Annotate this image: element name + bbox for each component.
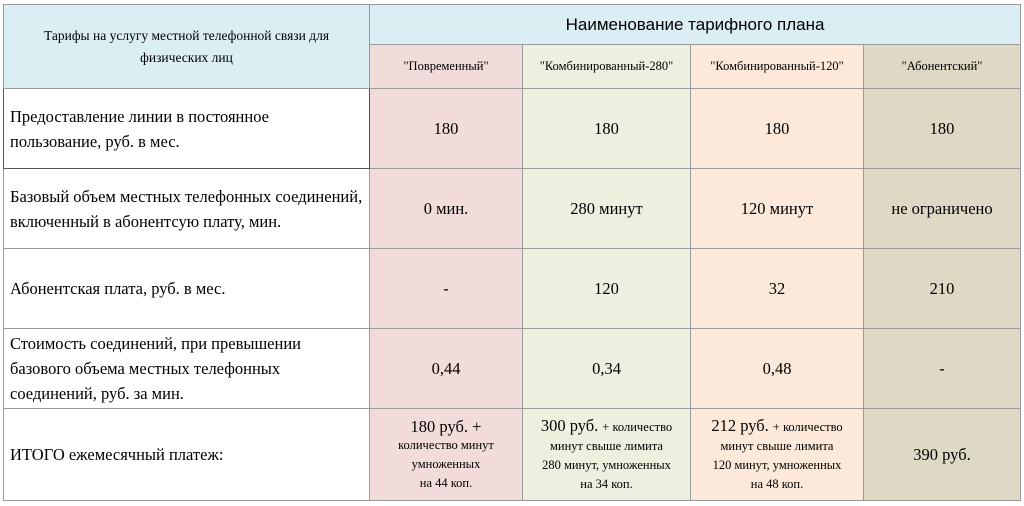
row-label-subscription-fee: Абонентская плата, руб. в мес. xyxy=(4,249,370,329)
total-cell-povremenny xyxy=(370,409,523,501)
total-cell-abonentsky xyxy=(864,409,1021,501)
total-note-line: минут свыше лимита xyxy=(550,438,663,453)
total-note-line: количество минут xyxy=(398,437,494,452)
total-note-line: умноженных xyxy=(411,456,481,471)
plan-name-kombinirovanny-280: "Комбинированный-280" xyxy=(523,45,691,89)
total-note-line: минут свыше лимита xyxy=(720,438,834,453)
total-amount: 390 руб. xyxy=(913,445,971,464)
table-row xyxy=(4,89,1021,169)
row-label-total: ИТОГО ежемесячный платеж: xyxy=(4,409,370,501)
total-note-line: 120 минут, умноженных xyxy=(712,457,842,472)
row-label-line-rental: Предоставление линии в постоянное пользование, руб. в мес. xyxy=(4,89,370,169)
table-cell: не ограничено xyxy=(864,169,1021,249)
table-cell: 0,48 xyxy=(691,329,864,409)
table-cell: 32 xyxy=(691,249,864,329)
table-cell: 210 xyxy=(864,249,1021,329)
table-cell: 180 xyxy=(523,89,691,169)
table-row xyxy=(4,169,1021,249)
total-note-line: на 34 коп. xyxy=(580,476,633,491)
table-cell: 180 xyxy=(370,89,523,169)
total-cell-kombinirovanny-280 xyxy=(523,409,691,501)
total-amount: 180 руб. + xyxy=(410,416,482,436)
total-note-line: + количество xyxy=(602,419,673,434)
total-note-line: 280 минут, умноженных xyxy=(542,457,671,472)
table-cell: - xyxy=(864,329,1021,409)
total-note-line: на 48 коп. xyxy=(750,476,804,491)
table-row xyxy=(4,329,1021,409)
table-corner-title: Тарифы на услугу местной телефонной связи для физических лиц xyxy=(4,5,370,89)
table-cell: 180 xyxy=(691,89,864,169)
table-row xyxy=(4,249,1021,329)
row-label-base-volume: Базовый объем местных телефонных соединений, включенный в абонентсую плату, мин. xyxy=(4,169,370,249)
table-cell: - xyxy=(370,249,523,329)
table-cell: 0 мин. xyxy=(370,169,523,249)
table-cell: 180 xyxy=(864,89,1021,169)
total-note-line: + количество xyxy=(772,419,843,434)
tariff-table xyxy=(3,4,1021,501)
table-cell: 120 xyxy=(523,249,691,329)
table-cell: 280 минут xyxy=(523,169,691,249)
total-row xyxy=(4,409,1021,501)
plan-name-povremenny: "Повременный" xyxy=(370,45,523,89)
total-first-line xyxy=(691,416,863,437)
table-cell: 0,34 xyxy=(523,329,691,409)
total-amount: 300 руб. xyxy=(540,415,599,435)
total-amount: 212 руб. xyxy=(711,415,769,435)
total-cell-kombinirovanny-120 xyxy=(691,409,864,501)
row-label-overage-cost: Стоимость соединений, при превышении базового объема местных телефонных соединений, руб. за мин. xyxy=(4,329,370,409)
plan-name-kombinirovanny-120: "Комбинированный-120" xyxy=(691,45,864,89)
table-cell: 120 минут xyxy=(691,169,864,249)
tariff-plan-group-header: Наименование тарифного плана xyxy=(370,5,1021,45)
total-first-line xyxy=(523,416,690,437)
table-cell: 0,44 xyxy=(370,329,523,409)
plan-name-abonentsky: "Абонентский" xyxy=(864,45,1021,89)
header-row xyxy=(4,5,1021,45)
total-note-line: на 44 коп. xyxy=(419,475,473,490)
